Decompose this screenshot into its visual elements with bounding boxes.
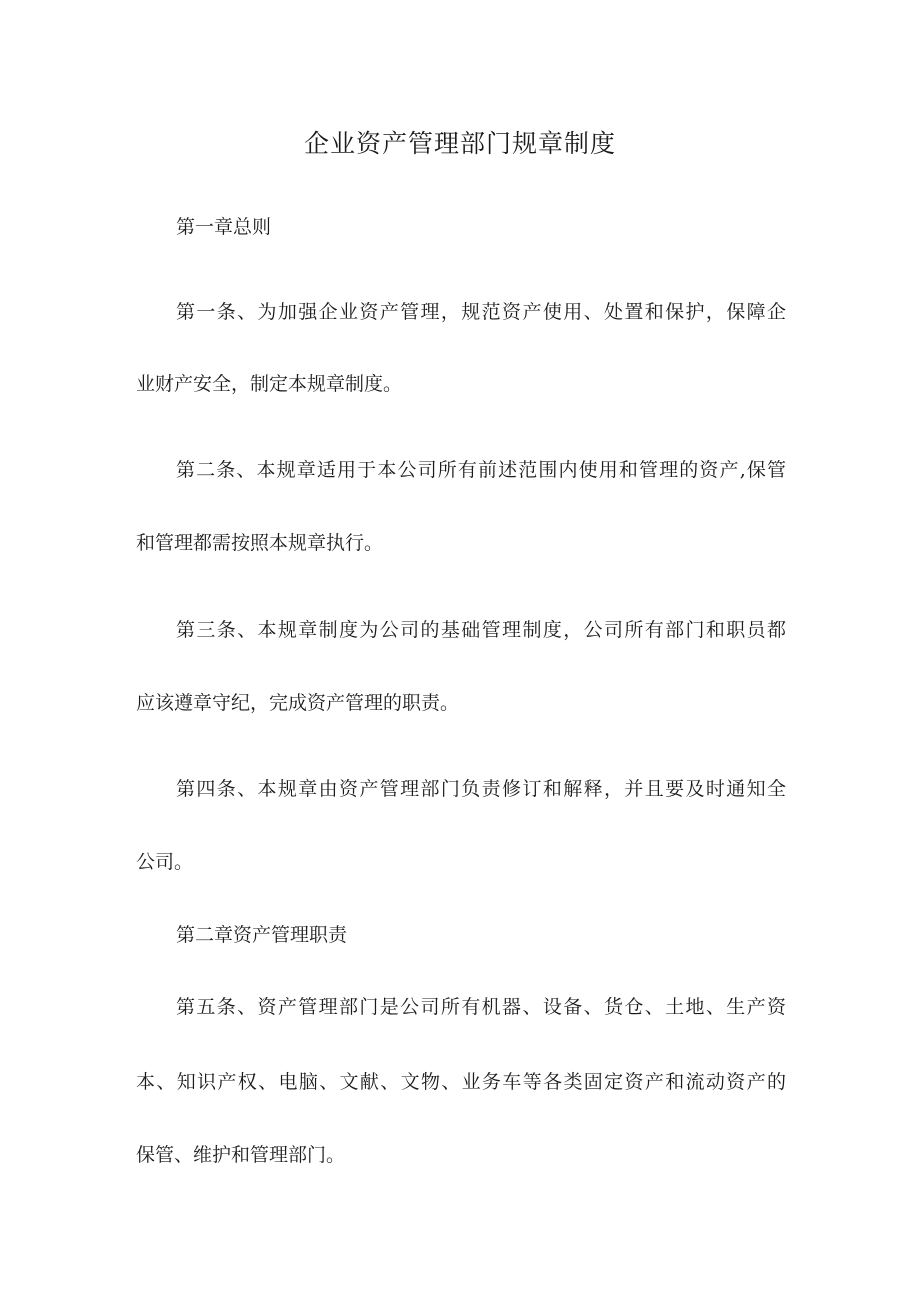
article-1-line-1: 第一条、为加强企业资产管理，规范资产使用、处置和保护，保障企 [176, 301, 786, 323]
article-5-line-1: 第五条、资产管理部门是公司所有机器、设备、货仓、土地、生产资 [176, 996, 786, 1018]
article-3-line-1: 第三条、本规章制度为公司的基础管理制度，公司所有部门和职员都 [176, 619, 786, 641]
article-3-line-2: 应该遵章守纪，完成资产管理的职责。 [136, 692, 460, 714]
article-5-line-3: 保管、维护和管理部门。 [136, 1144, 346, 1166]
article-4-line-2: 公司。 [136, 851, 194, 873]
article-2-line-2: 和管理都需按照本规章执行。 [136, 532, 384, 554]
article-5-line-2: 本、知识产权、电脑、文献、文物、业务车等各类固定资产和流动资产的 [136, 1071, 786, 1093]
chapter-1-heading: 第一章总则 [176, 216, 272, 238]
document-title: 企业资产管理部门规章制度 [303, 129, 616, 158]
article-2-line-1: 第二条、本规章适用于本公司所有前述范围内使用和管理的资产,保管 [176, 459, 786, 481]
article-4-line-1: 第四条、本规章由资产管理部门负责修订和解释，并且要及时通知全 [176, 778, 786, 800]
chapter-2-heading: 第二章资产管理职责 [176, 924, 348, 946]
article-1-line-2: 业财产安全，制定本规章制度。 [136, 373, 403, 395]
